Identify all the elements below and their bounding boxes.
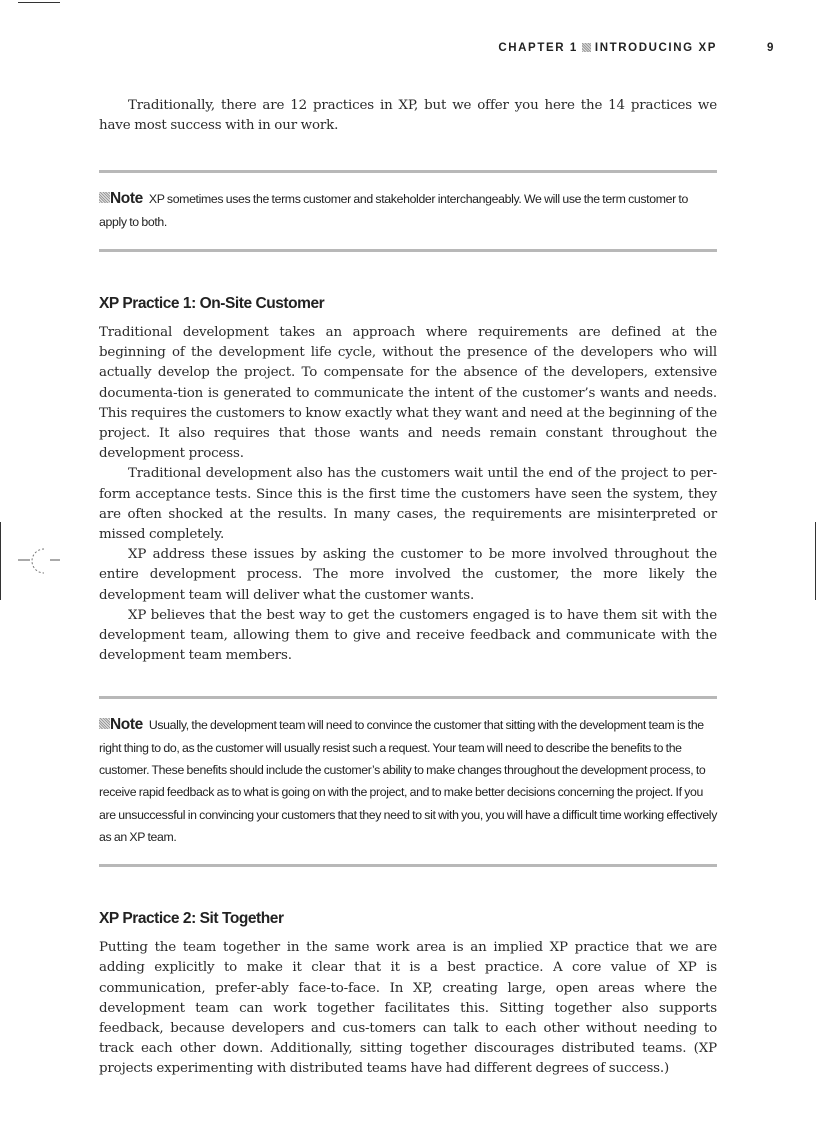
paragraph: XP address these issues by asking the customer to be more involved throughout the entire development process. The more involved the customer, the more likely the development team will deliver what the customer wants. — [99, 547, 717, 603]
note-box — [99, 170, 717, 252]
note-label: Note — [110, 190, 143, 208]
running-header — [500, 42, 775, 60]
note-icon — [99, 192, 110, 203]
paragraph: Traditional development takes an approach where requirements are defined at the beginning of the development life cycle, without the presence of the developers who will actually develop the project. To compensate for the absence of the developers, extensive documenta-tion is generated to communicate the intent of the customer’s wants and needs. This requires the customers to know exactly what they want and need at the beginning of the project. It also requires that those wants and needs remain constant throughout the development process. — [99, 325, 717, 462]
section-heading: XP Practice 1: On-Site Customer — [99, 295, 325, 312]
separator-icon — [582, 43, 591, 52]
registration-mark-icon — [14, 546, 60, 578]
page-body — [99, 96, 717, 1080]
crop-line — [18, 2, 60, 3]
note-label: Note — [110, 716, 143, 734]
note-icon — [99, 718, 110, 729]
paragraph: XP believes that the best way to get the customers engaged is to have them sit with the development team, allowing them to give and receive feedback and communicate with the development team members. — [99, 607, 717, 664]
intro-paragraph: Traditionally, there are 12 practices in XP, but we offer you here the 14 practices we have most success with in our work. — [99, 98, 717, 134]
section-body — [99, 938, 717, 1079]
paragraph: Traditional development also has the customers wait until the end of the project to per-form acceptance tests. Since this is the first time the customers have seen the system, they are often shocked at the results. In many cases, the requirements are misinterpreted or missed completely. — [99, 466, 717, 543]
section-body — [99, 323, 717, 666]
note-box — [99, 696, 717, 867]
margin-rule-left — [0, 522, 1, 600]
section-heading: XP Practice 2: Sit Together — [99, 910, 284, 928]
note-text: XP sometimes uses the terms customer and stakeholder interchangeably. We will use the term customer to apply to both. — [99, 192, 688, 229]
note-text: Usually, the development team will need to convince the customer that sitting with the development team is the right thing to do, as the customer will usually resist such a request. Your team will need to describe the benefits to the customer. These benefits should include the customer’s ability to make changes throughout the development process, to receive rapid feedback as to what is going on with the project, and to make better decisions concerning the project. If you are unsuccessful in convincing your customers that they need to sit with you, you will have a difficult time working effectively as an XP team. — [99, 718, 717, 844]
paragraph: Putting the team together in the same work area is an implied XP practice that we are adding explicitly to make it clear that it is a best practice. A core value of XP is communication, prefer-ably face-to-face. In XP, creating large, open areas where the development team can work together facilitates this. Sitting together also supports feedback, because developers and cus-tomers can talk to each other without needing to track each other down. Additionally, sitting together discourages distributed teams. (XP projects experimenting with distributed teams have had different degrees of success.) — [99, 940, 717, 1077]
chapter-title: CHAPTER 1 INTRODUCING XP — [498, 42, 717, 54]
page-number: 9 — [767, 42, 775, 54]
